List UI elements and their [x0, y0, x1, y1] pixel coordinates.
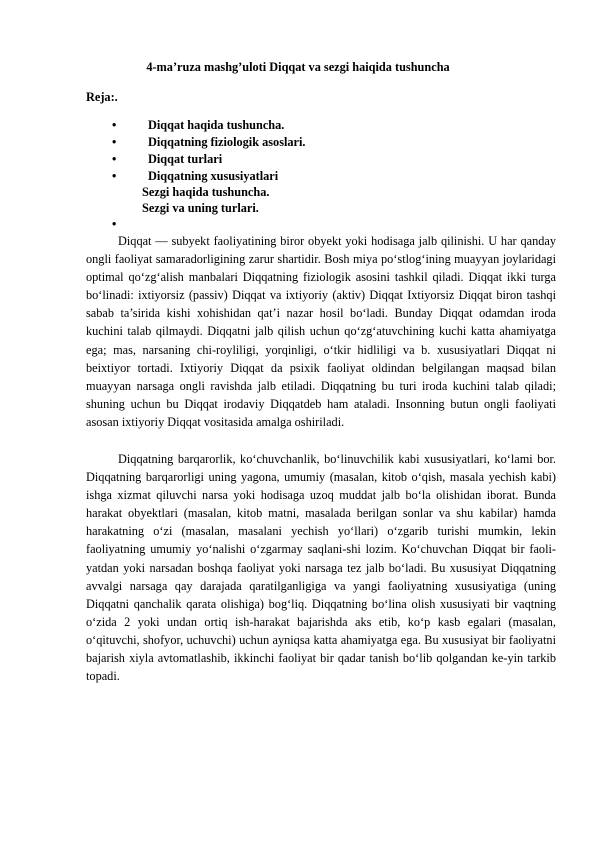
plan-label: Reja:. — [86, 90, 118, 104]
bullet-icon: • — [112, 135, 117, 149]
lecture-title: 4-ma’ruza mashg’uloti Diqqat va sezgi haiqida tushuncha — [146, 60, 450, 74]
bullet-icon: • — [112, 217, 117, 231]
plan-item-text: Diqqatning fiziologik asoslari. — [148, 135, 306, 149]
plan-item-text: Diqqatning xususiyatlari — [148, 169, 279, 183]
bullet-icon: • — [112, 118, 117, 132]
bullet-icon: • — [112, 169, 117, 183]
plan-item-text: Diqqat turlari — [148, 152, 223, 166]
body-paragraph: Diqqatning barqarorlik, ko‘chuvchanlik, bo‘linuvchilik kabi xususiyatlari, ko‘lami bor. Diqqatning barqarorligi uning yagona, umumiy (masalan, kitob o‘qish, masala yechish kabi) ishga xizmat qiluvchi narsa yoki hodisaga uzoq muddat jalb bo‘la olishidan iborat. Bunda harakat obyektlari (masalan, kitob matni, masalada berilgan sonlar va shu kabilar) hamda harakatning o‘zi (masalan, masalani yechish yo‘llari) o‘zgarib turishi mumkin, lekin faoliyatning umumiy yo‘nalishi o‘zgarmay saqlani-shi lozim. Ko‘chuvchan Diqqat bir faoli-yatdan yoki narsadan boshqa faoliyat yoki narsaga tez jalb bo‘ladi. Bu xususiyat Diqqatning avvalgi narsaga qay darajada qaratilganligiga va yangi faoliyatning xususiyatiga (uning Diqqatni qanchalik qarata olishiga) bog‘liq. Diqqatning bo‘lina olish xususiyati bir vaqtning o‘zida 2 yoki undan ortiq ish-harakat bajarishda aks etib, ko‘p kasb egalari (masalan, o‘qituvchi, shofyor, uchuvchi) uchun ayniqsa katta ahamiyatga ega. Bu xususiyat bir faoliyatni bajarish xiyla avtomatlashib, ikkinchi faoliyat bir qadar tanish bo‘lib qolgandan ke-yin tarkib topadi. — [86, 452, 556, 684]
body-paragraph: Diqqat — subyekt faoliyatining biror obyekt yoki hodisaga jalb qilinishi. U har qanday ongli faoliyat samaradorligining zarur shartidir. Bosh miya po‘stlog‘ining muayyan joylaridagi optimal qo‘zg‘alish manbalari Diqqatning fiziologik asosini tashkil qiladi. Diqqat ikki turga bo‘linadi: ixtiyorsiz (passiv) Diqqat va ixtiyoriy (aktiv) Diqqat Ixtiyorsiz Diqqat biron tashqi sabab ta’sirida kishi xohishidan qat’i nazar hosil bo‘ladi. Bunday Diqqat odamdan iroda kuchini talab qilmaydi. Diqqatni jalb qilish uchun qo‘zg‘atuvchining kuchi katta ahamiyatga ega; mas, narsaning chi-royliligi, yorqinligi, o‘tkir hidliligi va b. xususiyatlari Diqqat ni beixtiyor tortadi. Ixtiyoriy Diqqat da psixik faoliyat oldindan belgilangan maqsad bilan muayyan narsaga ongli ravishda jalb etiladi. Diqqatning bu turi iroda kuchini talab qiladi; shuning uchun bu Diqqat irodaviy Diqqatdeb ham ataladi. Insonning butun ongli faoliyati asosan ixtiyoriy Diqqat vositasida amalga oshiriladi. — [86, 234, 556, 429]
plan-sub-item: Sezgi va uning turlari. — [142, 201, 259, 215]
bullet-icon: • — [112, 152, 117, 166]
plan-item-text: Diqqat haqida tushuncha. — [148, 118, 285, 132]
plan-sub-item: Sezgi haqida tushuncha. — [142, 185, 270, 199]
